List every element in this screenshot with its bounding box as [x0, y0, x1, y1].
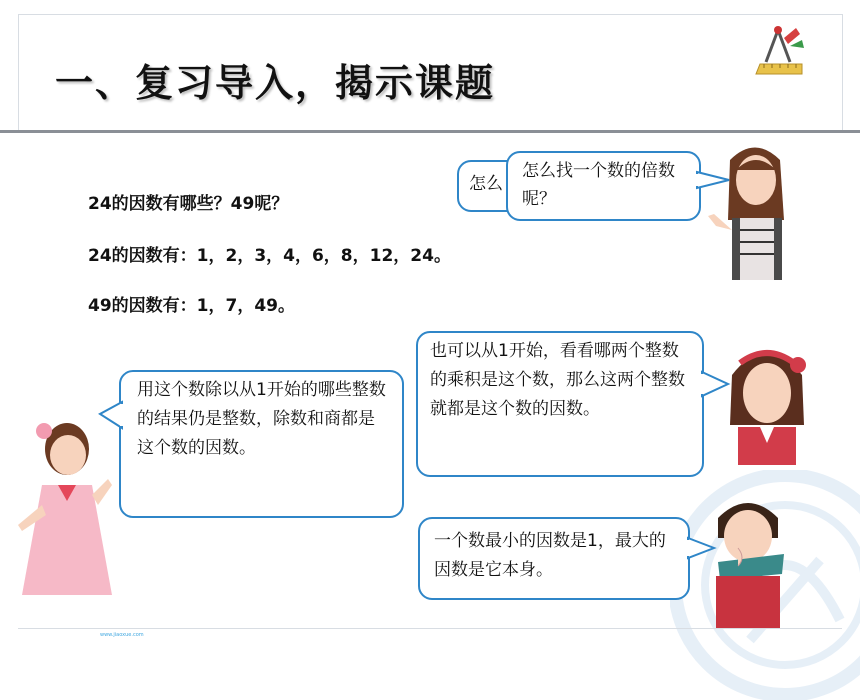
frame-right-border	[842, 14, 843, 132]
division-method-text: 用这个数除以从1开始的哪些整数的结果仍是整数，除数和商都是这个数的因数。	[137, 380, 386, 458]
title-divider	[0, 130, 860, 133]
question-line: 24的因数有哪些？49呢？	[88, 194, 289, 214]
multiple-question-text: 怎么找一个数的倍数呢？	[522, 161, 675, 209]
min-max-bubble	[418, 517, 690, 600]
footer-text: www.jiaoxue.com	[100, 632, 144, 638]
factors-of-49-line: 49的因数有：1，7，49。	[88, 296, 295, 316]
compass-ruler-icon	[750, 24, 808, 82]
girl-long-hair-illustration	[700, 140, 810, 280]
factors-of-24-line: 24的因数有：1，2，3，4，6，8，12，24。	[88, 246, 451, 266]
division-method-bubble	[119, 370, 404, 518]
boy-scarf-illustration	[698, 488, 798, 628]
multiple-question-bubble	[506, 151, 701, 221]
product-method-bubble	[416, 331, 704, 477]
back-bubble-text: 怎么	[469, 174, 503, 194]
product-method-text: 也可以从1开始，看看哪两个整数的乘积是这个数，那么这两个整数就都是这个数的因数。	[430, 341, 685, 419]
footer-divider	[18, 628, 842, 629]
girl-headband-illustration	[722, 335, 812, 465]
frame-top-border	[18, 14, 842, 15]
frame-left-border	[18, 14, 19, 132]
girl-pink-dress-illustration	[12, 415, 122, 615]
slide-title: 一、复习导入，揭示课题	[55, 61, 496, 105]
min-max-text: 一个数最小的因数是1，最大的因数是它本身。	[434, 531, 666, 580]
